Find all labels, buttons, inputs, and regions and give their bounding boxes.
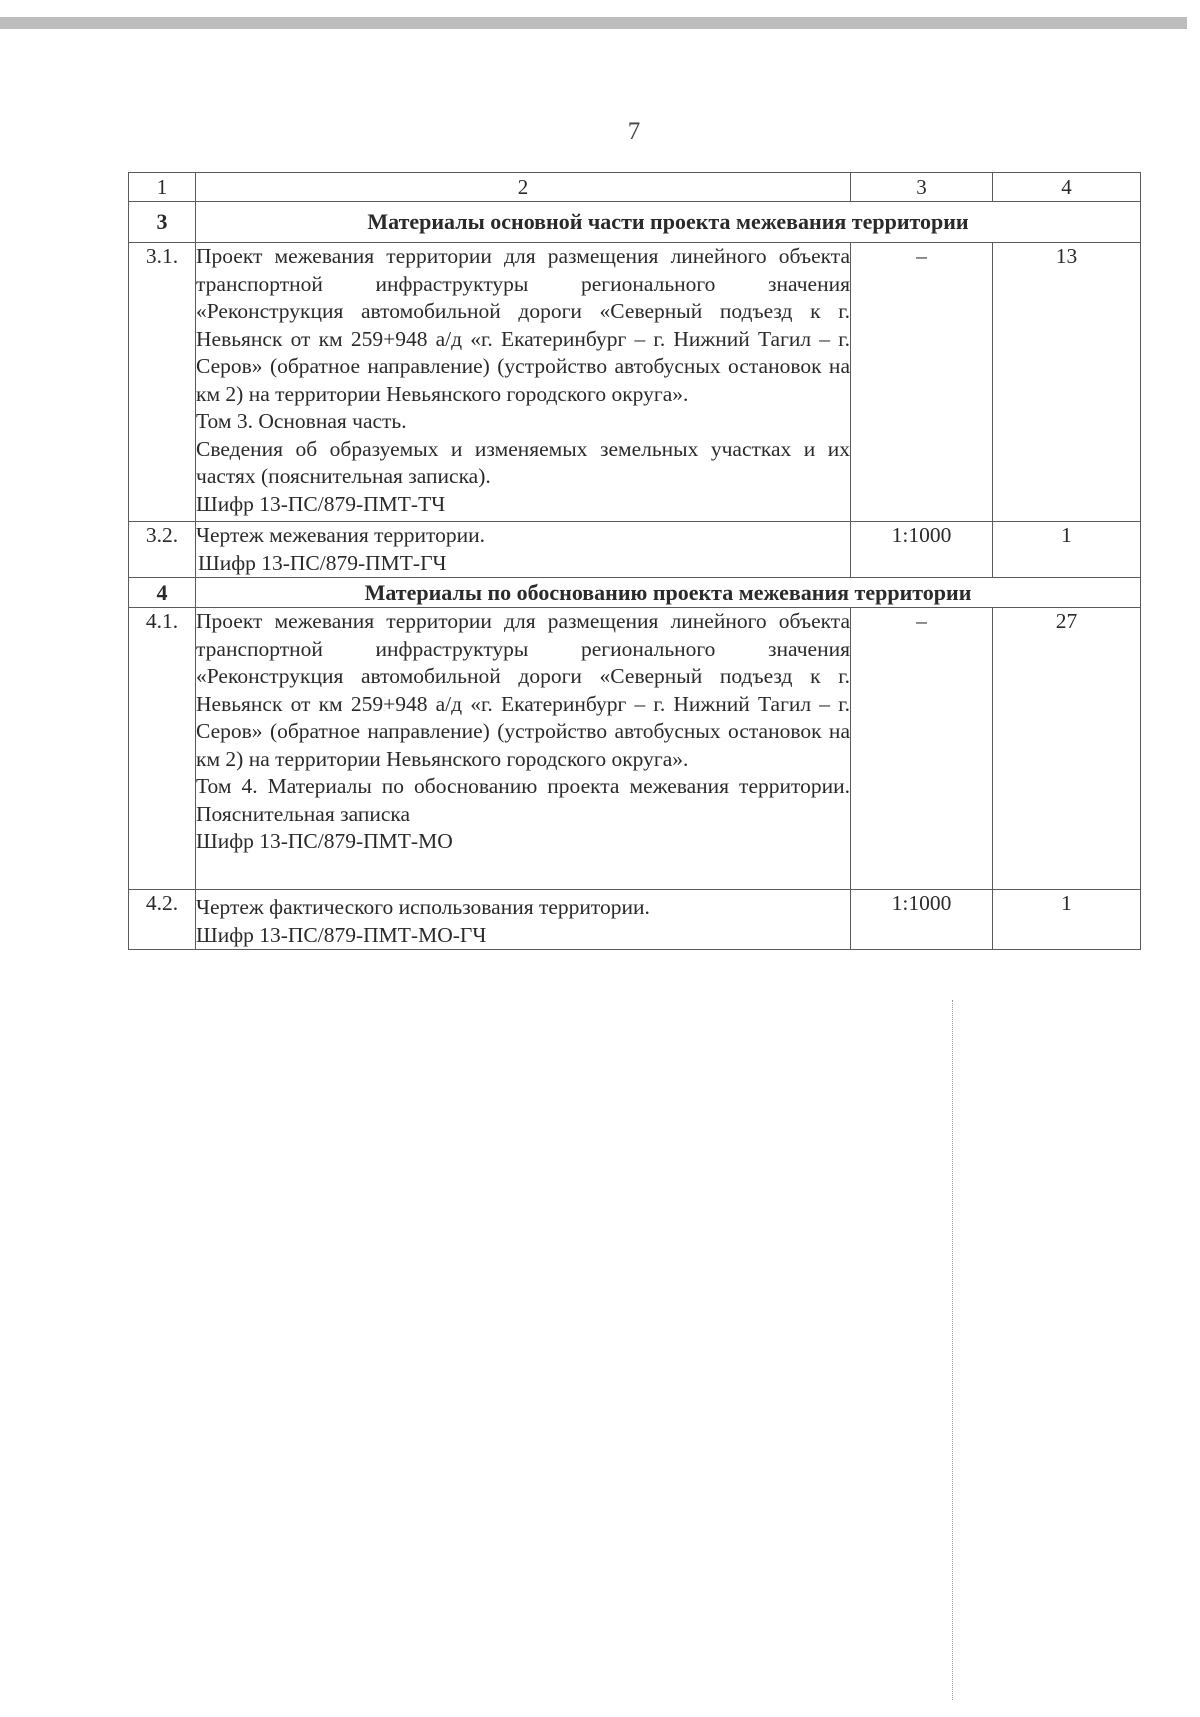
row-description-cell: [196, 243, 851, 522]
row-scale: –: [851, 608, 993, 890]
row-scale: 1:1000: [851, 890, 993, 950]
section-number: 4: [129, 578, 196, 608]
table-row: [129, 890, 1141, 950]
document-register-table: [128, 172, 1141, 950]
row-code: Шифр 13-ПС/879-ПМТ-ГЧ: [198, 550, 447, 575]
table-row: [129, 608, 1141, 890]
row-number: 4.2.: [129, 890, 196, 950]
row-code: Шифр 13-ПС/879-ПМТ-МО-ГЧ: [196, 922, 487, 947]
row-number: 3.2.: [129, 522, 196, 578]
row-description: Чертеж межевания территории.: [196, 523, 486, 547]
row-sheets: 27: [993, 608, 1141, 890]
row-scale: –: [851, 243, 993, 522]
table-header-row: [129, 173, 1141, 202]
row-details: Сведения об образуемых и изменяемых земельных участках и их частях (пояснительная записка).: [196, 436, 850, 488]
section-title: Материалы основной части проекта межевания территории: [196, 202, 1141, 243]
scan-artifact-dotted-line: [952, 1000, 953, 1700]
row-code: Шифр 13-ПС/879-ПМТ-ТЧ: [196, 491, 446, 516]
row-sheets: 1: [993, 522, 1141, 578]
row-number: 4.1.: [129, 608, 196, 890]
row-code: Шифр 13-ПС/879-ПМТ-МО: [196, 829, 453, 853]
row-description: Чертеж фактического использования территории.: [196, 895, 650, 919]
section-number: 3: [129, 202, 196, 243]
row-description: Проект межевания территории для размещения линейного объекта транспортной инфраструктуры регионального значения «Реконструкция автомобильной дороги «Северный подъезд к г. Невьянск от км 259+948 а/д «г. Екатеринбург – г. Нижний Тагил – г. Серов» (обратное направление) (устройство автобусных остановок на км 2) на территории Невьянского городского округа».: [196, 244, 850, 406]
section-title: Материалы по обоснованию проекта межевания территории: [196, 578, 1141, 608]
page-number: 7: [627, 118, 641, 145]
row-scale: 1:1000: [851, 522, 993, 578]
row-description-cell: [196, 522, 851, 578]
row-sheets: 1: [993, 890, 1141, 950]
table-row: [129, 522, 1141, 578]
row-volume: Том 3. Основная часть.: [196, 409, 407, 433]
row-description-cell: [196, 608, 851, 890]
header-col-4: 4: [993, 173, 1141, 202]
table-row: [129, 243, 1141, 522]
row-number: 3.1.: [129, 243, 196, 522]
row-volume: Том 4. Материалы по обоснованию проекта межевания территории. Пояснительная записка: [196, 774, 850, 826]
header-col-1: 1: [129, 173, 196, 202]
scan-top-border: [0, 17, 1187, 29]
header-col-3: 3: [851, 173, 993, 202]
header-col-2: 2: [196, 173, 851, 202]
row-sheets: 13: [993, 243, 1141, 522]
section-row-3: [129, 202, 1141, 243]
section-row-4: [129, 578, 1141, 608]
row-description-cell: [196, 890, 851, 950]
row-description: Проект межевания территории для размещения линейного объекта транспортной инфраструктуры регионального значения «Реконструкция автомобильной дороги «Северный подъезд к г. Невьянск от км 259+948 а/д «г. Екатеринбург – г. Нижний Тагил – г. Серов» (обратное направление) (устройство автобусных остановок на км 2) на территории Невьянского городского округа».: [196, 609, 850, 771]
